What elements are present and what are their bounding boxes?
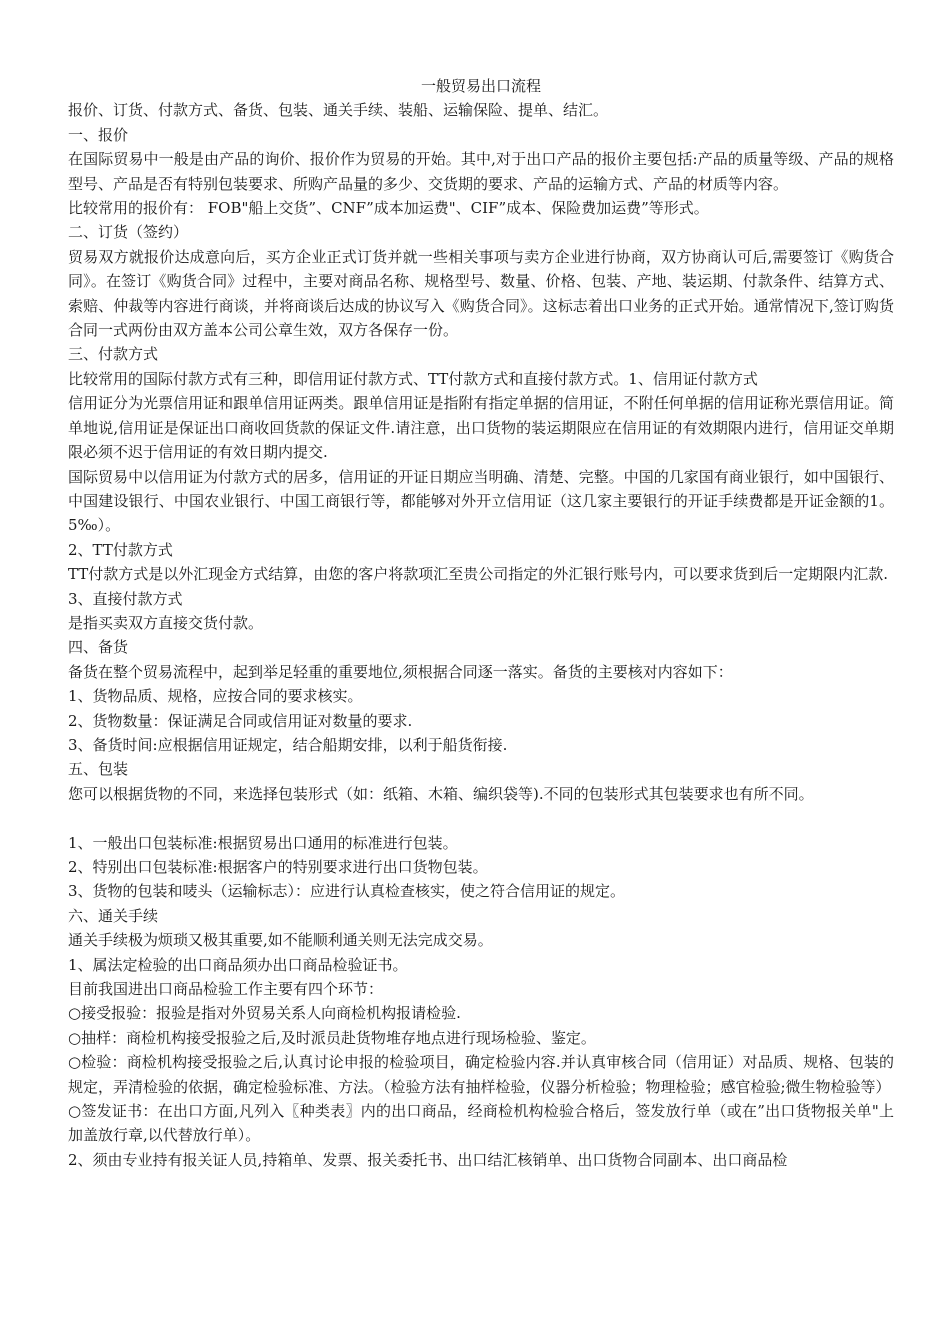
paragraph: 2、须由专业持有报关证人员,持箱单、发票、报关委托书、出口结汇核销单、出口货物合同副本、出口商品检 — [68, 1150, 788, 1169]
paragraph: 信用证分为光票信用证和跟单信用证两类。跟单信用证是指附有指定单据的信用证，不附任何单据的信用证称光票信用证。简单地说,信用证是保证出口商收回货款的保证文件.请注意，出口货物的装运期限应在信用证的有效期限内进行，信用证交单期限必须不迟于信用证的有效日期内提交. — [68, 394, 894, 462]
document-body — [68, 98, 894, 1172]
paragraph: 三、付款方式 — [68, 345, 159, 364]
paragraph: 1、属法定检验的出口商品须办出口商品检验证书。 — [68, 955, 408, 974]
paragraph: 五、包装 — [68, 760, 129, 779]
paragraph: 备货在整个贸易流程中，起到举足轻重的重要地位,须根据合同逐一落实。备货的主要核对内容如下： — [68, 662, 733, 681]
paragraph: TT付款方式是以外汇现金方式结算，由您的客户将款项汇至贵公司指定的外汇银行账号内，可以要求货到后一定期限内汇款. — [68, 565, 889, 584]
paragraph: 在国际贸易中一般是由产品的询价、报价作为贸易的开始。其中,对于出口产品的报价主要包括:产品的质量等级、产品的规格型号、产品是否有特别包装要求、所购产品量的多少、交货期的要求、产品的运输方式、产品的材质等内容。 — [68, 150, 894, 193]
paragraph: 比较常用的报价有： FOB"船上交货”、CNF”成本加运费"、CIF”成本、保险费加运费”等形式。 — [68, 199, 709, 218]
blank-line — [68, 806, 894, 830]
paragraph: 国际贸易中以信用证为付款方式的居多，信用证的开证日期应当明确、清楚、完整。中国的几家国有商业银行，如中国银行、中国建设银行、中国农业银行、中国工商银行等，都能够对外开立信用证（这几家主要银行的开证手续费都是开证金额的1。5‰）。 — [68, 467, 894, 535]
paragraph: ○接受报验：报验是指对外贸易关系人向商检机构报请检验. — [68, 1004, 461, 1023]
paragraph: 您可以根据货物的不同，来选择包装形式（如：纸箱、木箱、编织袋等).不同的包装形式其包装要求也有所不同。 — [68, 784, 814, 803]
paragraph: 二、订货（签约） — [68, 223, 189, 242]
paragraph: 目前我国进出口商品检验工作主要有四个环节： — [68, 980, 384, 999]
document-title: 一般贸易出口流程 — [420, 77, 541, 95]
paragraph: 2、特别出口包装标准:根据客户的特别要求进行出口货物包装。 — [68, 857, 488, 876]
paragraph: ○检验：商检机构接受报验之后,认真讨论申报的检验项目，确定检验内容.并认真审核合同（信用证）对品质、规格、包装的规定，弄清检验的依据，确定检验标准、方法。（检验方法有抽样检验，仪器分析检验；物理检验；感官检验;微生物检验等） — [68, 1053, 894, 1096]
paragraph: 通关手续极为烦琐又极其重要,如不能顺利通关则无法完成交易。 — [68, 931, 493, 950]
paragraph: 一、报价 — [68, 125, 129, 144]
paragraph: 1、一般出口包装标准:根据贸易出口通用的标准进行包装。 — [68, 833, 458, 852]
paragraph: 1、货物品质、规格，应按合同的要求核实。 — [68, 687, 363, 706]
paragraph: 3、直接付款方式 — [68, 589, 183, 608]
document-page — [68, 74, 894, 1172]
paragraph: 2、TT付款方式 — [68, 540, 173, 559]
paragraph: 3、货物的包装和唛头（运输标志）：应进行认真检查核实，使之符合信用证的规定。 — [68, 882, 626, 901]
paragraph: 3、备货时间:应根据信用证规定，结合船期安排，以利于船货衔接. — [68, 735, 508, 754]
paragraph: ○抽样：商检机构接受报验之后,及时派员赴货物堆存地点进行现场检验、鉴定。 — [68, 1028, 596, 1047]
paragraph: 报价、订货、付款方式、备货、包装、通关手续、装船、运输保险、提单、结汇。 — [68, 101, 609, 120]
paragraph: 2、货物数量：保证满足合同或信用证对数量的要求. — [68, 711, 413, 730]
paragraph: 六、通关手续 — [68, 906, 159, 925]
paragraph: 四、备货 — [68, 638, 129, 657]
paragraph: 比较常用的国际付款方式有三种，即信用证付款方式、TT付款方式和直接付款方式。1、信用证付款方式 — [68, 369, 758, 388]
paragraph: 贸易双方就报价达成意向后，买方企业正式订货并就一些相关事项与卖方企业进行协商，双方协商认可后,需要签订《购货合同》。在签订《购货合同》过程中，主要对商品名称、规格型号、数量、价格、包装、产地、装运期、付款条件、结算方式、索赔、仲裁等内容进行商谈，并将商谈后达成的协议写入《购货合同》。这标志着出口业务的正式开始。通常情况下,签订购货合同一式两份由双方盖本公司公章生效，双方各保存一份。 — [68, 247, 894, 340]
paragraph: ○签发证书：在出口方面,凡列入〖种类表〗内的出口商品，经商检机构检验合格后，签发放行单（或在”出口货物报关单"上加盖放行章,以代替放行单）。 — [68, 1102, 894, 1145]
paragraph: 是指买卖双方直接交货付款。 — [68, 613, 264, 632]
